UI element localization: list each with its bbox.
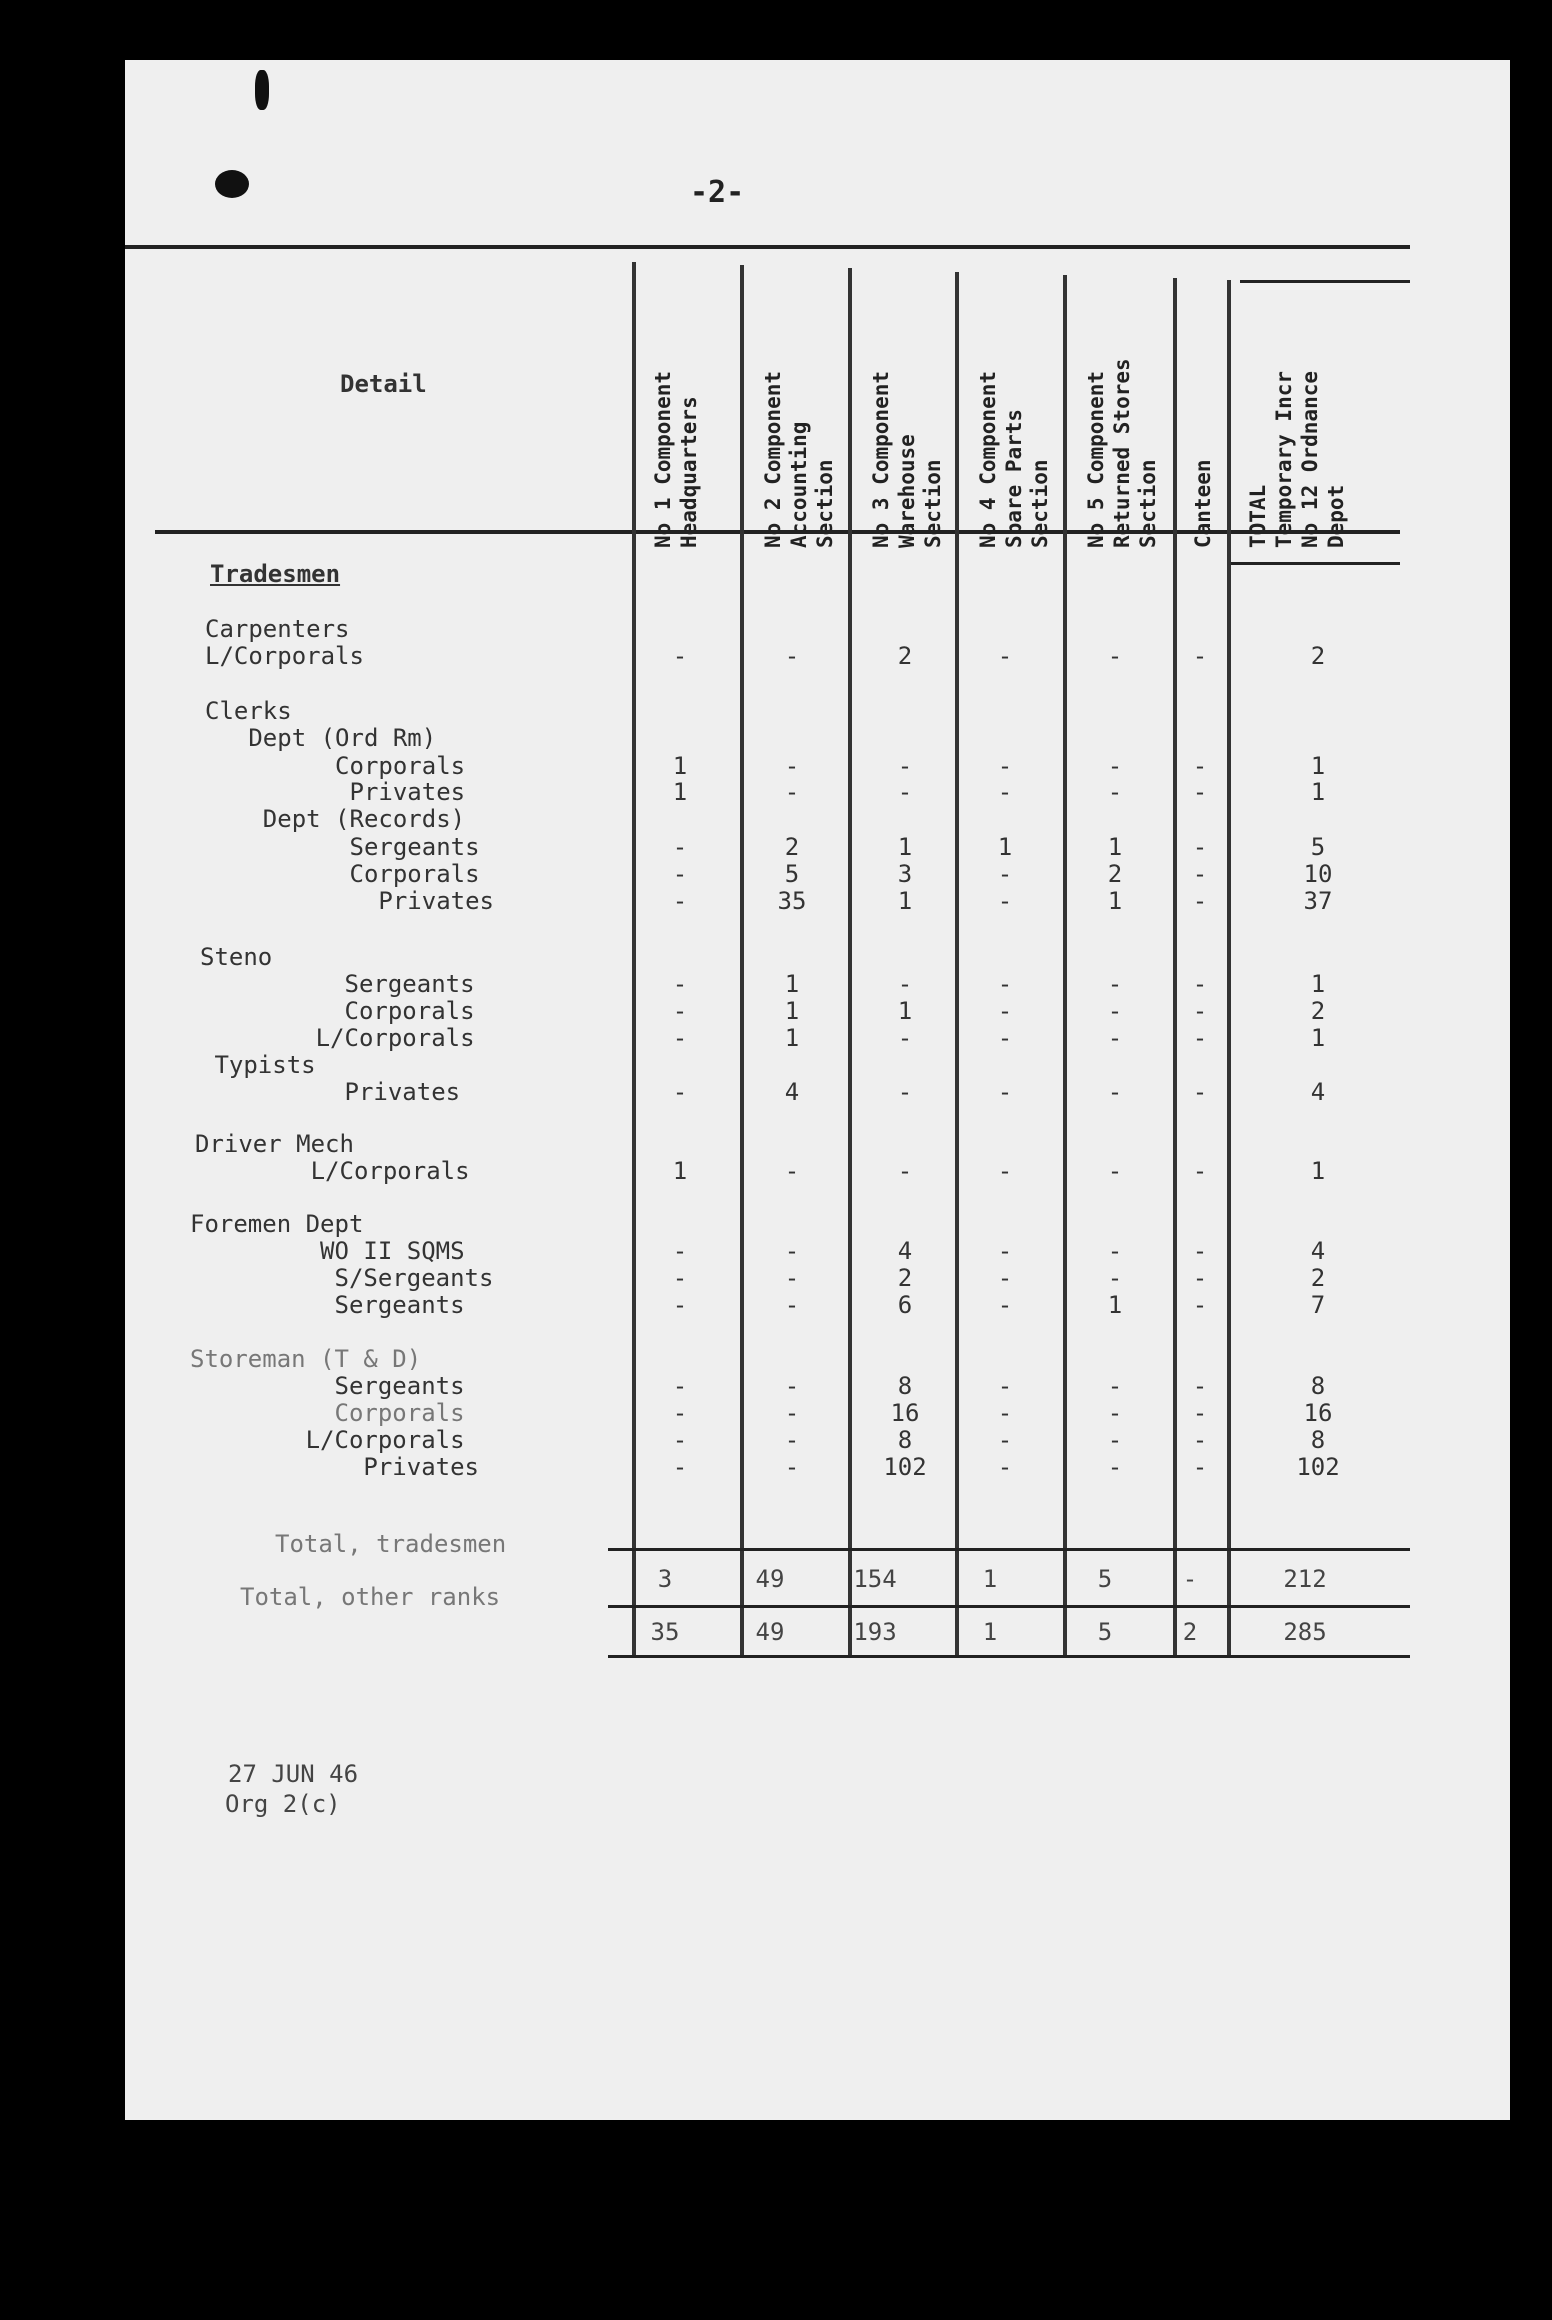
table-cell: - — [1192, 833, 1208, 861]
table-cell: 5 — [1310, 833, 1326, 861]
table-cell: - — [997, 1157, 1013, 1185]
table-cell: 8 — [897, 1372, 913, 1400]
total-cell: - — [1182, 1565, 1198, 1593]
table-cell: 10 — [1303, 860, 1333, 888]
column-header-2: No 2 Component Accounting Section — [761, 370, 837, 548]
column-header-6: Canteen — [1191, 459, 1215, 548]
table-cell: - — [672, 1372, 688, 1400]
table-cell: 1 — [672, 1157, 688, 1185]
totals-rule-middle — [608, 1605, 1410, 1608]
row-label: S/Sergeants — [190, 1264, 494, 1292]
total-label: Total, tradesmen — [275, 1530, 507, 1558]
total-cell: 154 — [853, 1565, 897, 1593]
table-cell: - — [997, 1291, 1013, 1319]
row-label: L/Corporals — [195, 1157, 470, 1185]
table-cell: - — [1192, 887, 1208, 915]
table-cell: - — [997, 1078, 1013, 1106]
table-cell: - — [1192, 1372, 1208, 1400]
table-cell: 16 — [890, 1399, 920, 1427]
total-cell: 1 — [982, 1618, 998, 1646]
table-cell: - — [897, 752, 913, 780]
table-cell: - — [672, 860, 688, 888]
row-label: Typists — [200, 1051, 316, 1079]
table-cell: 2 — [1107, 860, 1123, 888]
row-label: Clerks — [205, 697, 292, 725]
table-cell: - — [897, 778, 913, 806]
table-cell: - — [672, 1399, 688, 1427]
row-label: Privates — [205, 778, 466, 806]
table-cell: - — [1192, 1291, 1208, 1319]
total-cell: 212 — [1283, 1565, 1327, 1593]
column-header-5: No 5 Component Returned Stores Section — [1084, 358, 1160, 548]
header-top-rule — [125, 245, 1410, 249]
table-cell: - — [672, 1426, 688, 1454]
table-cell: - — [1107, 997, 1123, 1025]
header-bottom-rule-right — [1230, 562, 1400, 565]
table-cell: - — [1192, 1426, 1208, 1454]
table-cell: 4 — [1310, 1237, 1326, 1265]
total-label: Total, other ranks — [240, 1583, 501, 1611]
table-cell: 1 — [1107, 833, 1123, 861]
table-cell: - — [672, 970, 688, 998]
row-label: WO II SQMS — [190, 1237, 465, 1265]
table-cell: - — [1192, 1237, 1208, 1265]
table-cell: - — [997, 860, 1013, 888]
row-label: Sergeants — [205, 833, 480, 861]
table-cell: - — [1107, 1426, 1123, 1454]
row-label: Driver Mech — [195, 1130, 354, 1158]
row-label: Sergeants — [190, 1372, 465, 1400]
row-label: Corporals — [190, 1399, 465, 1427]
table-cell: - — [784, 1453, 800, 1481]
table-cell: - — [1192, 1157, 1208, 1185]
totals-rule-bottom — [608, 1655, 1410, 1658]
table-cell: - — [784, 1426, 800, 1454]
table-cell: 3 — [897, 860, 913, 888]
table-cell: - — [997, 1264, 1013, 1292]
table-cell: - — [897, 1078, 913, 1106]
table-cell: - — [997, 1024, 1013, 1052]
detail-header: Detail — [340, 370, 427, 398]
table-cell: 1 — [1310, 752, 1326, 780]
row-label: Sergeants — [200, 970, 475, 998]
table-cell: 4 — [784, 1078, 800, 1106]
table-cell: - — [672, 1453, 688, 1481]
row-label: L/Corporals — [190, 1426, 465, 1454]
table-cell: - — [1192, 1078, 1208, 1106]
table-cell: - — [997, 970, 1013, 998]
table-cell: - — [672, 1024, 688, 1052]
row-label: Sergeants — [190, 1291, 465, 1319]
table-cell: - — [1107, 1264, 1123, 1292]
table-cell: 7 — [1310, 1291, 1326, 1319]
row-label: L/Corporals — [205, 642, 364, 670]
total-cell: 3 — [657, 1565, 673, 1593]
table-cell: - — [997, 887, 1013, 915]
table-cell: - — [997, 752, 1013, 780]
table-cell: - — [672, 1291, 688, 1319]
table-cell: - — [997, 1237, 1013, 1265]
table-cell: - — [1107, 752, 1123, 780]
table-cell: - — [897, 1157, 913, 1185]
ink-speck — [255, 70, 269, 110]
table-cell: 102 — [1296, 1453, 1340, 1481]
table-cell: - — [997, 1453, 1013, 1481]
column-separator — [740, 265, 744, 1657]
row-label: Dept (Records) — [205, 805, 466, 833]
header-top-rule-right — [1240, 280, 1410, 283]
table-cell: 2 — [1310, 642, 1326, 670]
total-cell: 49 — [755, 1618, 785, 1646]
table-cell: - — [672, 887, 688, 915]
table-cell: 1 — [672, 752, 688, 780]
total-cell: 49 — [755, 1565, 785, 1593]
row-label: Corporals — [205, 860, 480, 888]
table-cell: - — [1192, 1024, 1208, 1052]
total-cell: 5 — [1097, 1565, 1113, 1593]
table-cell: - — [997, 997, 1013, 1025]
total-cell: 35 — [650, 1618, 680, 1646]
column-separator — [632, 262, 636, 1657]
row-label: Steno — [200, 943, 273, 971]
table-cell: 2 — [1310, 1264, 1326, 1292]
table-cell: 8 — [897, 1426, 913, 1454]
table-cell: 2 — [1310, 997, 1326, 1025]
table-cell: - — [784, 1157, 800, 1185]
table-cell: - — [784, 1372, 800, 1400]
table-cell: - — [997, 1372, 1013, 1400]
total-cell: 1 — [982, 1565, 998, 1593]
table-cell: 1 — [1107, 887, 1123, 915]
table-cell: - — [672, 1078, 688, 1106]
table-cell: - — [1192, 642, 1208, 670]
row-label: Storeman (T & D) — [190, 1345, 422, 1373]
column-separator — [848, 268, 852, 1657]
table-cell: - — [1192, 860, 1208, 888]
row-label: Foremen Dept — [190, 1210, 364, 1238]
table-cell: 37 — [1303, 887, 1333, 915]
punch-hole-mark — [215, 170, 249, 198]
table-cell: - — [784, 1264, 800, 1292]
table-cell: 1 — [897, 887, 913, 915]
column-separator — [1063, 275, 1067, 1657]
table-cell: - — [784, 752, 800, 780]
table-cell: - — [672, 1264, 688, 1292]
row-label: Dept (Ord Rm) — [205, 724, 437, 752]
table-cell: 1 — [784, 970, 800, 998]
table-cell: - — [784, 1291, 800, 1319]
table-cell: 1 — [784, 997, 800, 1025]
table-cell: 2 — [897, 1264, 913, 1292]
table-cell: - — [672, 833, 688, 861]
table-cell: - — [1107, 1372, 1123, 1400]
footer-date: 27 JUN 46 — [228, 1760, 359, 1788]
table-cell: 6 — [897, 1291, 913, 1319]
table-cell: - — [1107, 1157, 1123, 1185]
table-cell: 1 — [897, 833, 913, 861]
table-cell: 4 — [1310, 1078, 1326, 1106]
table-cell: 8 — [1310, 1426, 1326, 1454]
table-cell: - — [1192, 778, 1208, 806]
table-cell: 2 — [897, 642, 913, 670]
table-cell: 4 — [897, 1237, 913, 1265]
table-cell: - — [784, 1399, 800, 1427]
table-cell: - — [672, 997, 688, 1025]
table-cell: - — [784, 642, 800, 670]
table-cell: - — [897, 970, 913, 998]
table-cell: - — [997, 1426, 1013, 1454]
row-label: Privates — [205, 887, 494, 915]
row-label: Privates — [200, 1078, 461, 1106]
table-cell: 1 — [1310, 970, 1326, 998]
column-header-1: No 1 Component Headquarters — [651, 370, 701, 548]
table-cell: - — [1107, 1237, 1123, 1265]
table-cell: - — [997, 1399, 1013, 1427]
table-cell: - — [1107, 970, 1123, 998]
column-header-7: TOTAL Temporary Incr No 12 Ordnance Depot — [1246, 370, 1348, 548]
table-cell: 1 — [997, 833, 1013, 861]
table-cell: 1 — [1310, 778, 1326, 806]
table-cell: - — [1107, 1078, 1123, 1106]
table-cell: - — [997, 778, 1013, 806]
table-cell: - — [1192, 997, 1208, 1025]
row-label: Privates — [190, 1453, 479, 1481]
table-cell: 5 — [784, 860, 800, 888]
table-cell: - — [997, 642, 1013, 670]
column-separator — [955, 272, 959, 1657]
table-cell: - — [784, 778, 800, 806]
row-label: Corporals — [205, 752, 466, 780]
table-cell: 1 — [1310, 1157, 1326, 1185]
table-cell: - — [1192, 1264, 1208, 1292]
table-cell: - — [1192, 752, 1208, 780]
table-cell: - — [1192, 970, 1208, 998]
table-cell: - — [1107, 1453, 1123, 1481]
row-label: Corporals — [200, 997, 475, 1025]
row-label: L/Corporals — [200, 1024, 475, 1052]
table-cell: 16 — [1303, 1399, 1333, 1427]
table-cell: - — [672, 642, 688, 670]
table-cell: - — [672, 1237, 688, 1265]
column-header-4: No 4 Component Spare Parts Section — [976, 370, 1052, 548]
table-cell: 8 — [1310, 1372, 1326, 1400]
table-cell: 1 — [784, 1024, 800, 1052]
table-cell: - — [1192, 1453, 1208, 1481]
table-cell: - — [1192, 1399, 1208, 1427]
table-cell: 1 — [672, 778, 688, 806]
page-number: -2- — [690, 175, 745, 210]
row-label: Tradesmen — [210, 560, 341, 588]
table-cell: 1 — [897, 997, 913, 1025]
total-cell: 285 — [1283, 1618, 1327, 1646]
column-header-3: No 3 Component Warehouse Section — [869, 370, 945, 548]
totals-rule-top — [608, 1548, 1410, 1551]
total-cell: 5 — [1097, 1618, 1113, 1646]
total-cell: 2 — [1182, 1618, 1198, 1646]
table-cell: - — [1107, 778, 1123, 806]
table-cell: 35 — [777, 887, 807, 915]
table-cell: - — [784, 1237, 800, 1265]
table-cell: 2 — [784, 833, 800, 861]
table-cell: - — [1107, 642, 1123, 670]
table-cell: 1 — [1310, 1024, 1326, 1052]
table-cell: - — [897, 1024, 913, 1052]
footer-reference: Org 2(c) — [225, 1790, 341, 1818]
table-cell: - — [1107, 1024, 1123, 1052]
row-label: Carpenters — [205, 615, 350, 643]
table-cell: 102 — [883, 1453, 927, 1481]
table-cell: - — [1107, 1399, 1123, 1427]
table-cell: 1 — [1107, 1291, 1123, 1319]
total-cell: 193 — [853, 1618, 897, 1646]
